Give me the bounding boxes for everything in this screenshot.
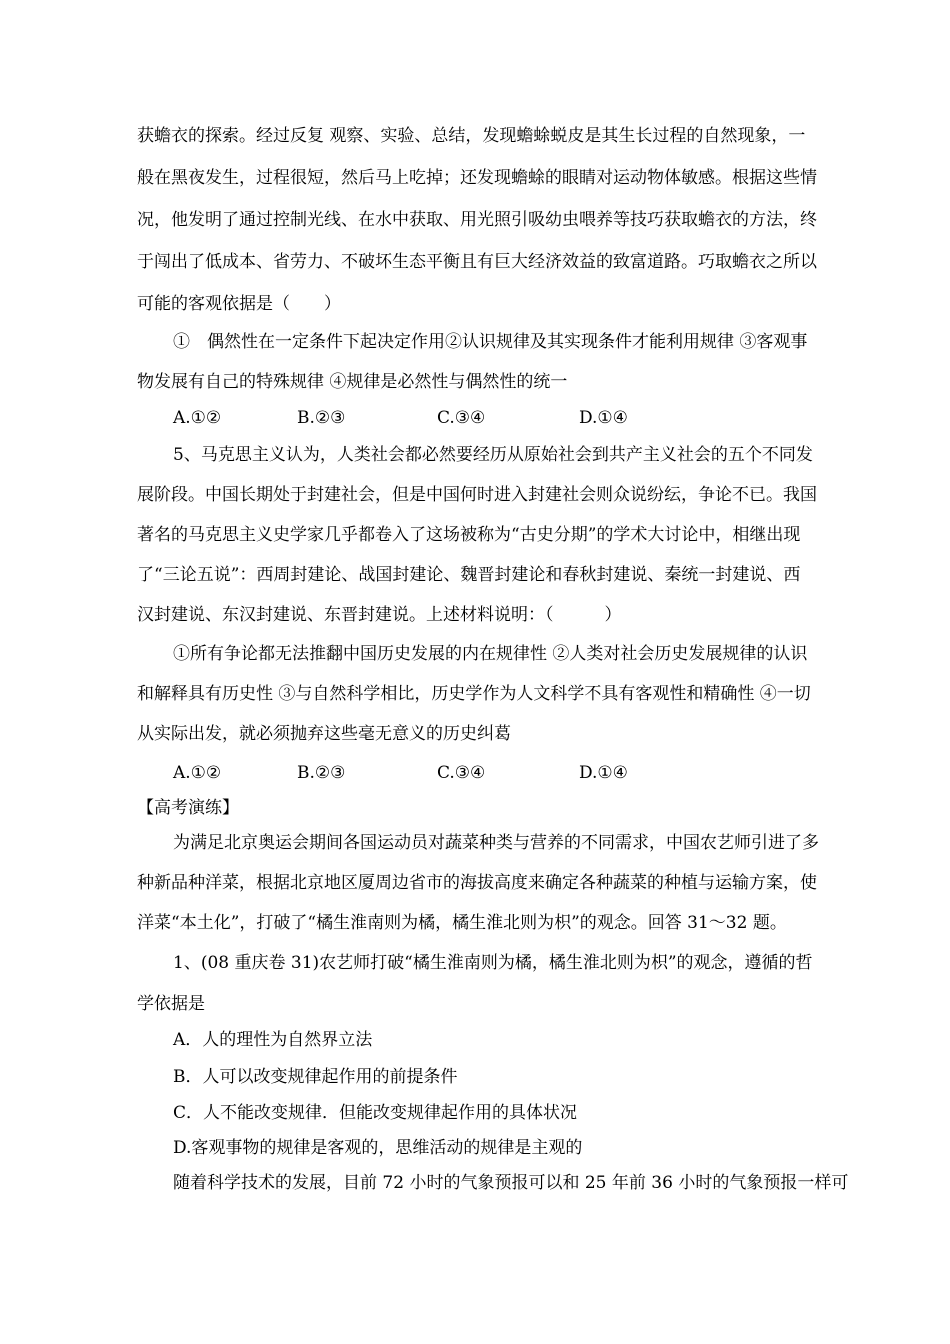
- statements-line: ① 偶然性在一定条件下起决定作用②认识规律及其实现条件才能利用规律 ③客观事: [173, 332, 808, 352]
- paragraph-line: 况，他发明了通过控制光线、在水中获取、用光照引吸幼虫喂养等技巧获取蟾衣的方法，终: [137, 210, 817, 230]
- option-a: A.①②: [173, 408, 222, 428]
- question-5-line: 5、马克思主义认为，人类社会都必然要经历从原始社会到共产主义社会的五个不同发: [173, 445, 813, 465]
- option-c: C．人不能改变规律．但能改变规律起作用的具体状况: [173, 1103, 578, 1123]
- question-1-line: 学依据是: [137, 994, 205, 1014]
- option-b: B．人可以改变规律起作用的前提条件: [173, 1067, 458, 1087]
- paragraph-line: 获蟾衣的探索。经过反复 观察、实验、总结，发现蟾蜍蜕皮是其生长过程的自然现象，一: [137, 126, 806, 146]
- option-a: A.①②: [173, 763, 222, 783]
- paragraph-line: 展阶段。中国长期处于封建社会，但是中国何时进入封建社会则众说纷纭，争论不已。我国: [137, 485, 817, 505]
- statements-line: 从实际出发，就必须抛弃这些毫无意义的历史纠葛: [137, 724, 511, 744]
- paragraph-line: 般在黑夜发生，过程很短，然后马上吃掉；还发现蟾蜍的眼睛对运动物体敏感。根据这些情: [137, 168, 817, 188]
- option-c: C.③④: [437, 408, 486, 428]
- paragraph-line: 汉封建说、东汉封建说、东晋封建说。上述材料说明：（ ）: [137, 605, 622, 625]
- question-stem-end: 可能的客观依据是（ ）: [137, 294, 341, 314]
- statements-line: ①所有争论都无法推翻中国历史发展的内在规律性 ②人类对社会历史发展规律的认识: [173, 644, 808, 664]
- statements-line: 物发展有自己的特殊规律 ④规律是必然性与偶然性的统一: [137, 372, 568, 392]
- statements-line: 和解释具有历史性 ③与自然科学相比，历史学作为人文科学不具有客观性和精确性 ④一切: [137, 684, 811, 704]
- paragraph-line: 了“三论五说”：西周封建论、战国封建论、魏晋封建论和春秋封建说、秦统一封建说、西: [137, 565, 801, 585]
- paragraph-line: 洋菜“本土化”，打破了“橘生淮南则为橘，橘生淮北则为枳”的观念。回答 31～32 题。: [137, 913, 787, 933]
- paragraph-line: 种新品种洋菜，根据北京地区厦周边省市的海拔高度来确定各种蔬菜的种植与运输方案，使: [137, 873, 817, 893]
- option-d: D.①④: [579, 763, 628, 783]
- section-heading: 【高考演练】: [137, 798, 239, 818]
- option-d: D.客观事物的规律是客观的，思维活动的规律是主观的: [173, 1138, 583, 1158]
- paragraph-line: 著名的马克思主义史学家几乎都卷入了这场被称为“古史分期”的学术大讨论中，相继出现: [137, 525, 801, 545]
- paragraph-line: 于闯出了低成本、省劳力、不破坏生态平衡且有巨大经济效益的致富道路。巧取蟾衣之所以: [137, 252, 817, 272]
- question-1-line: 1、(08 重庆卷 31)农艺师打破“橘生淮南则为橘，橘生淮北则为枳”的观念，遵循的哲: [173, 953, 813, 973]
- paragraph-line: 随着科学技术的发展，目前 72 小时的气象预报可以和 25 年前 36 小时的气象预报一样可: [173, 1173, 849, 1193]
- option-b: B.②③: [297, 763, 346, 783]
- option-d: D.①④: [579, 408, 628, 428]
- option-a: A．人的理性为自然界立法: [173, 1030, 373, 1050]
- option-c: C.③④: [437, 763, 486, 783]
- option-b: B.②③: [297, 408, 346, 428]
- paragraph-line: 为满足北京奥运会期间各国运动员对蔬菜种类与营养的不同需求，中国农艺师引进了多: [173, 833, 819, 853]
